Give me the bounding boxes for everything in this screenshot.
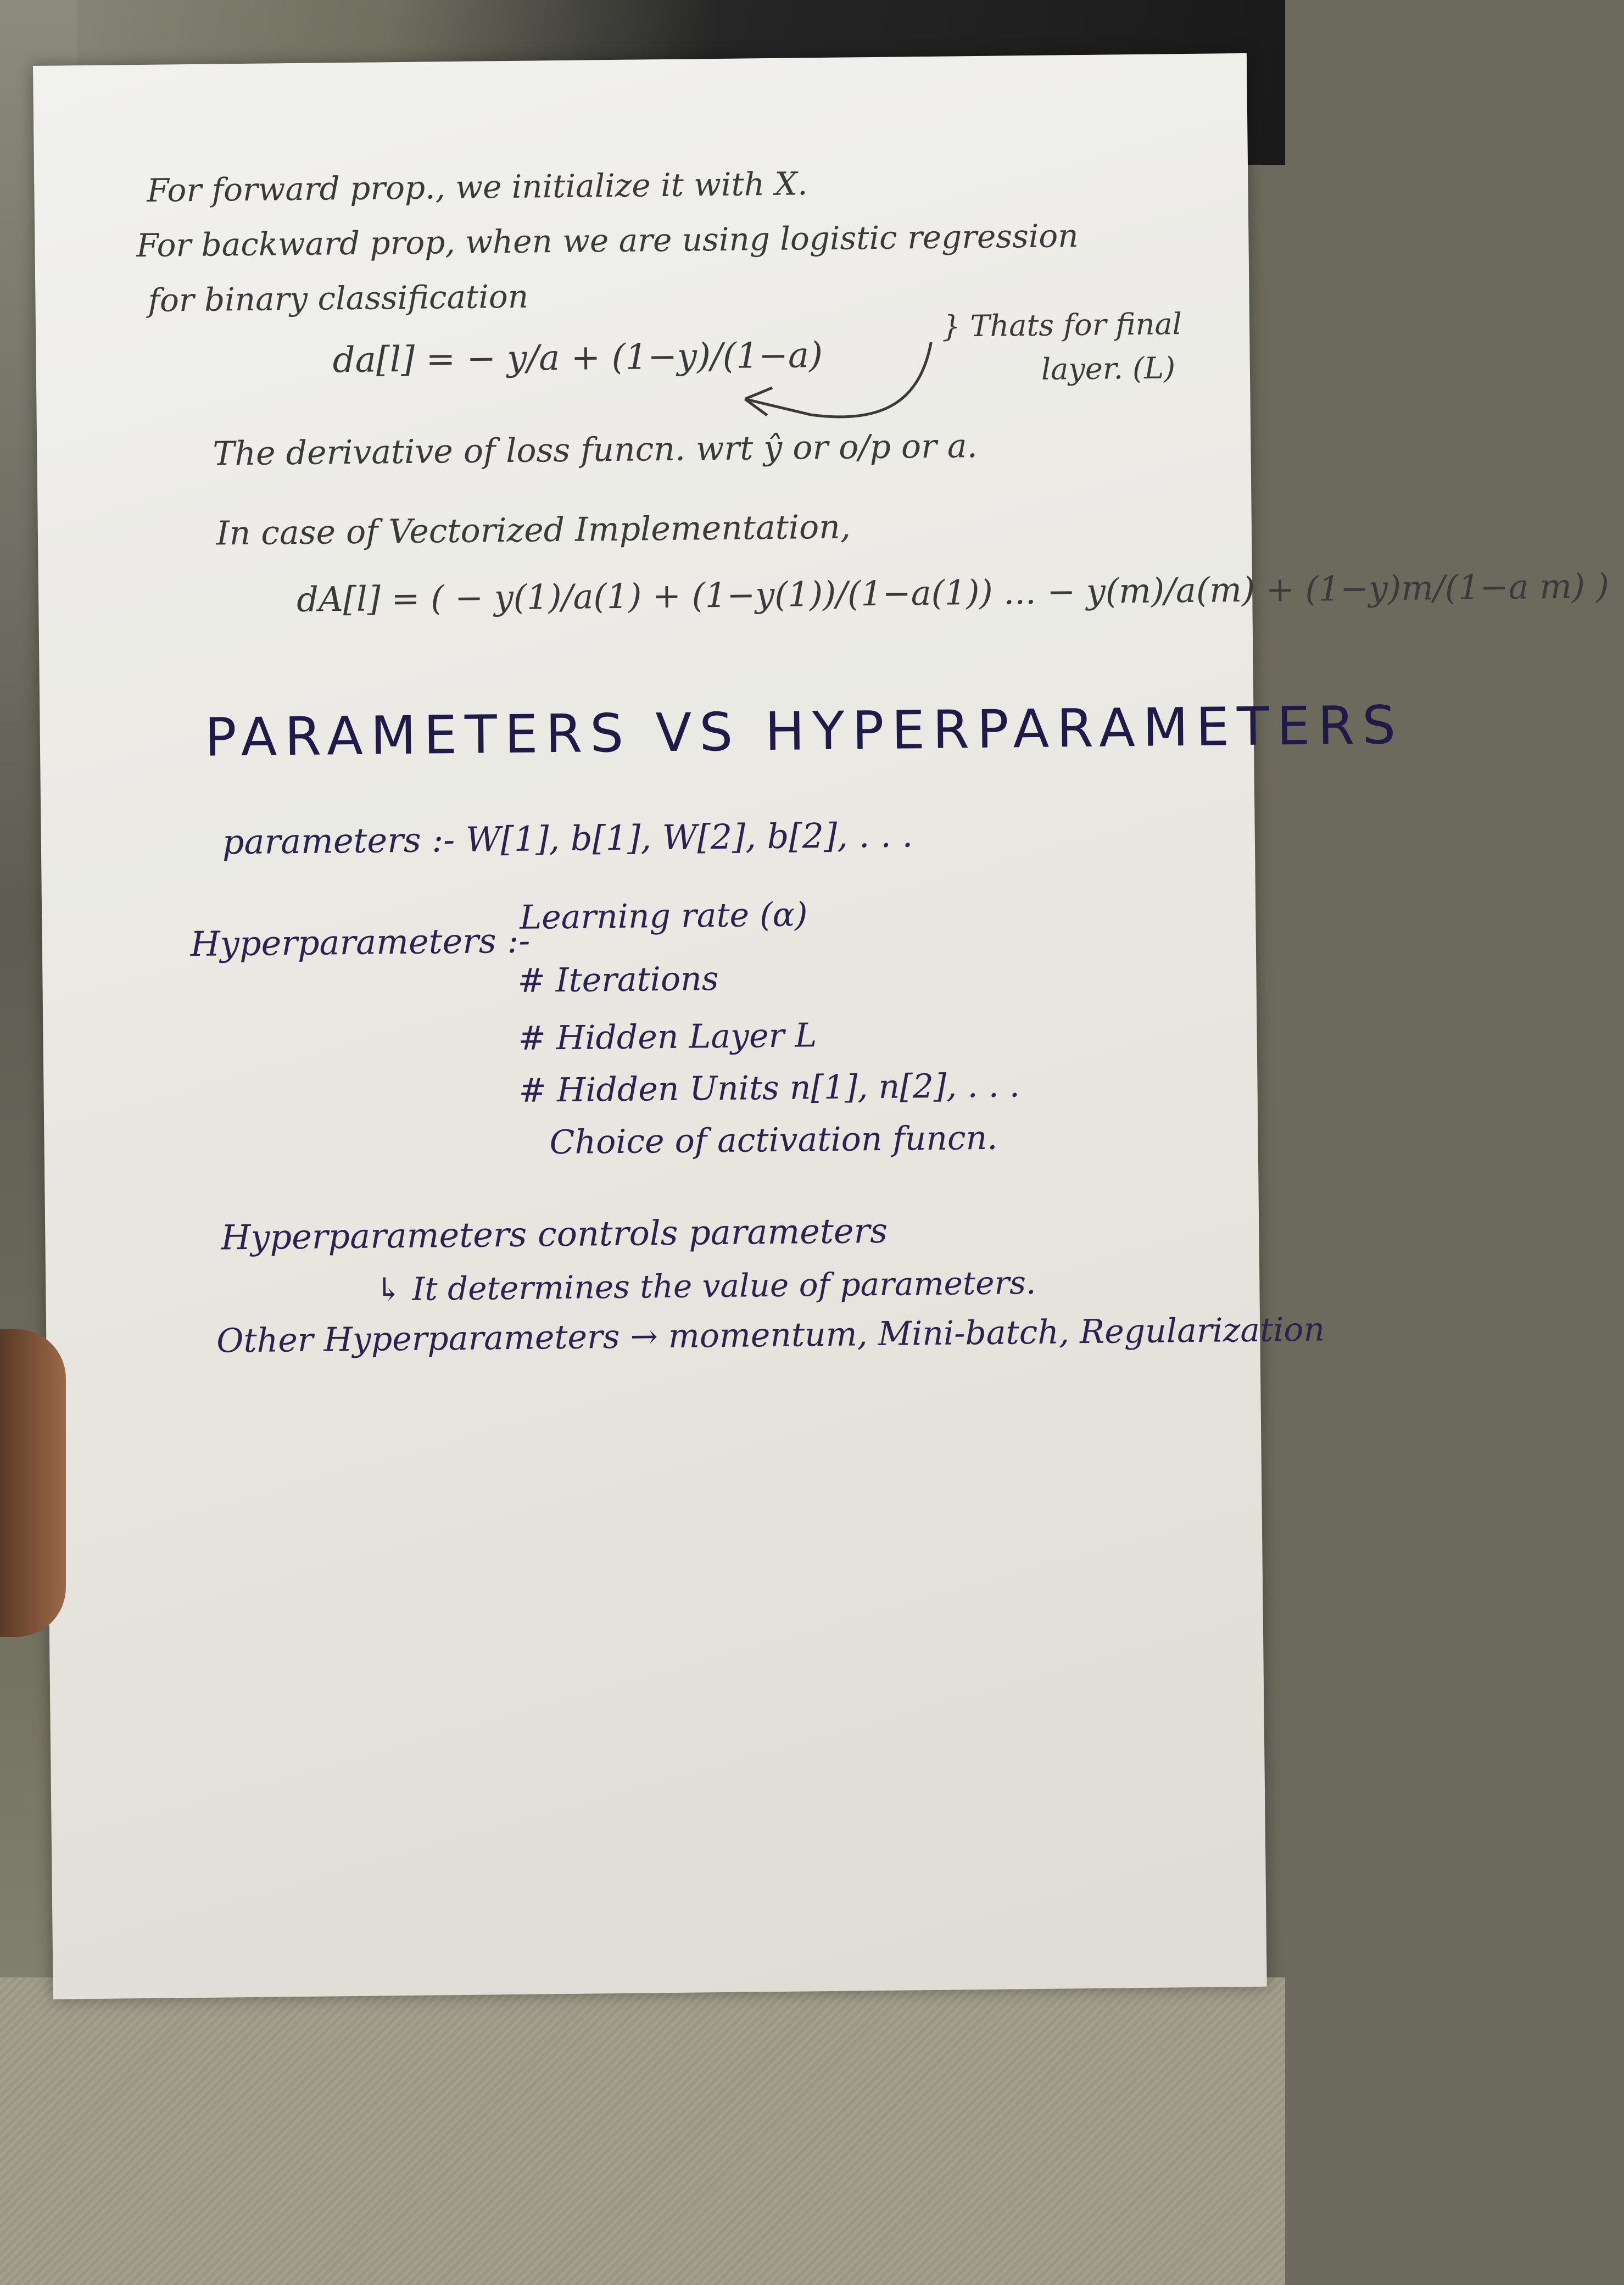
derivative-note: The derivative of loss funcn. wrt ŷ or o/p or a. [213, 427, 978, 473]
final-layer-note-1: } Thats for final [941, 306, 1182, 344]
hyperparameters-label: Hyperparameters :- [190, 920, 531, 965]
vectorized-intro: In case of Vectorized Implementation, [216, 508, 851, 553]
parameters-line: parameters :- W[1], b[1], W[2], b[2], . . . [222, 815, 913, 862]
backward-prop-line: For backward prop, when we are using logistic regression [136, 217, 1079, 265]
hyperparameter-item: Choice of activation funcn. [549, 1118, 998, 1162]
hyperparameter-item: # Iterations [517, 960, 719, 1000]
da-equation: da[l] = − y/a + (1−y)/(1−a) [332, 335, 823, 381]
determines-line: ↳ It determines the value of parameters. [375, 1263, 1036, 1308]
final-layer-note-2: layer. (L) [1041, 350, 1176, 387]
forward-prop-line: For forward prop., we initialize it with X. [147, 165, 808, 209]
other-hyperparameters-line: Other Hyperparameters → momentum, Mini-batch, Regularization [216, 1310, 1325, 1361]
controls-line: Hyperparameters controls parameters [220, 1210, 888, 1258]
thumb [0, 1329, 66, 1637]
background-cloth-bottom [0, 1977, 1285, 2285]
notebook-page [33, 53, 1610, 1999]
hyperparameter-item: # Hidden Units n[1], n[2], . . . [518, 1066, 1020, 1110]
dA-vectorized-equation: dA[l] = ( − y(1)/a(1) + (1−y(1))/(1−a(1)) ... − y(m)/a(m) + (1−y)m/(1−a m) ) [296, 565, 1610, 620]
hyperparameter-item: Learning rate (α) [519, 895, 808, 937]
section-heading: PARAMETERS VS HYPERPARAMETERS [204, 694, 1404, 768]
binary-classification-line: for binary classification [148, 277, 529, 319]
hyperparameter-item: # Hidden Layer L [518, 1016, 817, 1058]
